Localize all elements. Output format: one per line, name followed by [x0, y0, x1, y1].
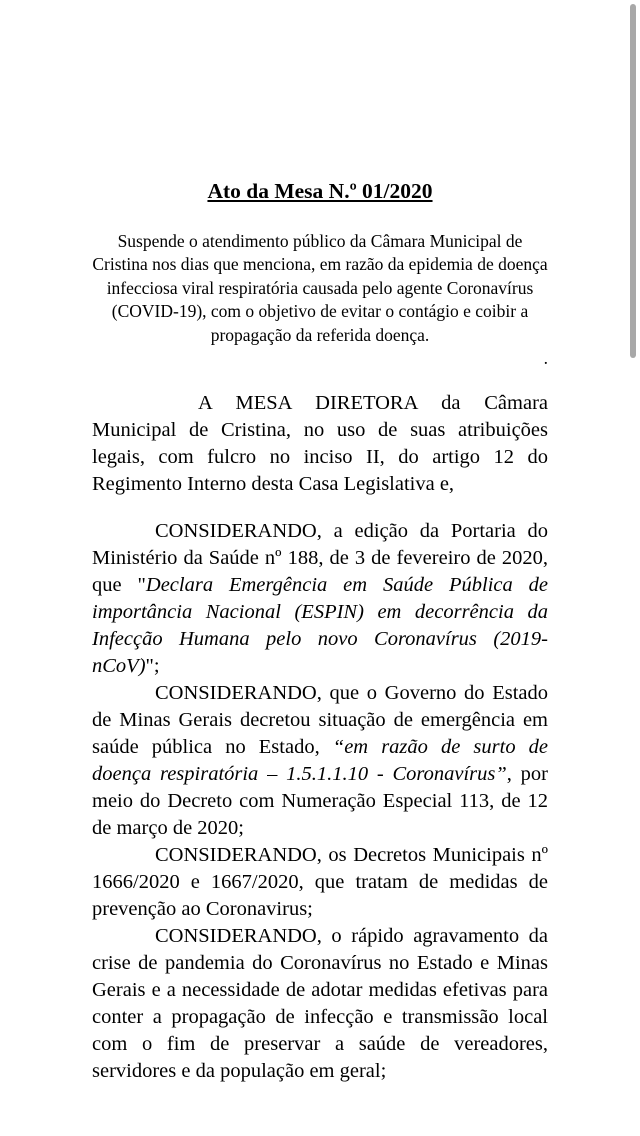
paragraph-segment-normal: CONSIDERANDO, os Decretos Municipais nº 1666/2020 e 1667/2020, que tratam de medidas de prevenção ao Coronavirus;: [92, 844, 548, 921]
paragraph-segment-normal: ";: [145, 655, 160, 678]
paragraph-segment-normal: CONSIDERANDO, a edição da Portaria do Ministério da Saúde nº 188, de 3 de fevereiro de 2020, que ": [92, 520, 548, 597]
body-paragraph-preamble: [92, 390, 548, 498]
paragraph-segment-italic: Declara Emergência em Saúde Pública de importância Nacional (ESPIN) em decorrência da Infecção Humana pelo novo Coronavírus (2019-nCoV): [92, 574, 549, 678]
paragraph-segment-normal: , por meio do Decreto com Numeração Especial 113, de 12 de março de 2020;: [92, 763, 549, 840]
body-paragraphs: [92, 390, 548, 1085]
body-paragraph-considerando-agravamento: [92, 923, 548, 1085]
document-title: Ato da Mesa N.º 01/2020: [207, 179, 433, 203]
stray-period: .: [543, 348, 548, 369]
paragraph-segment-normal: CONSIDERANDO, o rápido agravamento da crise de pandemia do Coronavírus no Estado e Minas Gerais e a necessidade de adotar medidas efetivas para conter a propagação de infecção e transmissão local com o fim de preservar a saúde de vereadores, servidores e da população em geral;: [92, 925, 548, 1083]
document-content: [92, 0, 548, 1085]
scrollbar-thumb[interactable]: [630, 4, 636, 358]
paragraph-segment-italic: “em razão de surto de doença respiratória – 1.5.1.1.10 - Coronavírus”: [92, 736, 549, 786]
document-summary: Suspende o atendimento público da Câmara Municipal de Cristina nos dias que menciona, em razão da epidemia de doença infecciosa viral respiratória causada pelo agente Coronavírus (COVID-19), com o objetivo de evitar o contágio e coibir a propagação da referida doença.: [92, 231, 548, 345]
paragraph-segment-normal: A MESA DIRETORA da Câmara Municipal de Cristina, no uso de suas atribuições legais, com fulcro no inciso II, do artigo 12 do Regimento Interno desta Casa Legislativa e,: [92, 392, 548, 496]
body-paragraph-considerando-decreto-estadual: [92, 680, 548, 842]
paragraph-segment-normal: CONSIDERANDO, que o Governo do Estado de Minas Gerais decretou situação de emergência em saúde pública no Estado,: [92, 682, 548, 759]
body-paragraph-considerando-portaria-188: [92, 518, 548, 680]
body-paragraph-considerando-decretos-municipais: [92, 842, 548, 923]
